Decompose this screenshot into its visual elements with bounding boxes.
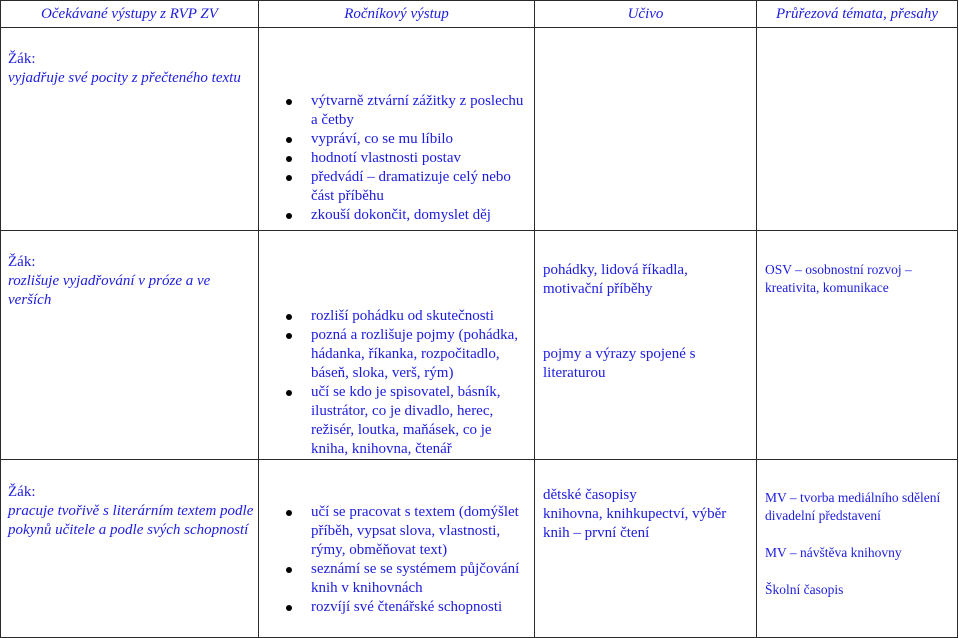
list-item: vypráví, co se mu líbilo (286, 130, 528, 149)
grade-outcome-cell (259, 28, 535, 231)
grade-outcome-cell (259, 460, 535, 638)
list-item: učí se kdo je spisovatel, básník, ilustrátor, co je divadlo, herec, režisér, loutka, maňásek, co je kniha, knihovna, čtenář (286, 383, 528, 459)
table-row (1, 231, 958, 460)
outcome-list (259, 28, 534, 225)
list-item: předvádí – dramatizuje celý nebo část příběhu (286, 168, 528, 206)
list-item: učí se pracovat s textem (domýšlet příběh, vypsat slova, vlastnosti, rýmy, obměňovat text) (286, 503, 528, 560)
content-line: pohádky, lidová říkadla, motivační příběhy (543, 262, 688, 297)
expected-outcome-cell (1, 28, 259, 231)
list-item: zkouší dokončit, domyslet děj (286, 206, 528, 225)
outcome-list (259, 231, 534, 459)
content-cell (535, 28, 757, 231)
content-line: dětské časopisy (543, 487, 637, 503)
outcome-list (259, 460, 534, 617)
crosscurricular-line: divadelní představení (765, 508, 881, 523)
content-cell (535, 460, 757, 638)
crosscurricular-cell (757, 460, 958, 638)
expected-outcome-cell (1, 460, 259, 638)
list-item: hodnotí vlastnosti postav (286, 149, 528, 168)
list-item: výtvarně ztvární zážitky z poslechu a četby (286, 92, 528, 130)
expected-outcome-text: rozlišuje vyjadřování v próze a ve verších (8, 273, 211, 308)
header-grade-outcomes: Ročníkový výstup (259, 1, 535, 28)
header-expected-outcomes: Očekávané výstupy z RVP ZV (1, 1, 259, 28)
expected-outcome-text: vyjadřuje své pocity z přečteného textu (8, 70, 241, 86)
grade-outcome-cell (259, 231, 535, 460)
crosscurricular-line: MV – návštěva knihovny (765, 545, 902, 560)
list-item: pozná a rozlišuje pojmy (pohádka, hádanka, říkanka, rozpočitadlo, báseň, sloka, verš, rým) (286, 326, 528, 383)
list-item: seznámí se se systémem půjčování knih v knihovnách (286, 560, 528, 598)
table-row (1, 28, 958, 231)
student-label: Žák: (8, 51, 36, 67)
crosscurricular-line: Školní časopis (765, 582, 844, 597)
header-row (1, 1, 958, 28)
student-label: Žák: (8, 484, 36, 500)
expected-outcome-cell (1, 231, 259, 460)
content-cell (535, 231, 757, 460)
crosscurricular-cell (757, 28, 958, 231)
expected-outcome-text: pracuje tvořivě s literárním textem podle pokynů učitele a podle svých schopností (8, 503, 254, 538)
list-item: rozvíjí své čtenářské schopnosti (286, 598, 528, 617)
header-crosscurricular: Průřezová témata, přesahy (757, 1, 958, 28)
list-item: rozliší pohádku od skutečnosti (286, 307, 528, 326)
header-content: Učivo (535, 1, 757, 28)
table-row (1, 460, 958, 638)
crosscurricular-cell (757, 231, 958, 460)
student-label: Žák: (8, 254, 36, 270)
crosscurricular-line: OSV – osobnostní rozvoj – kreativita, komunikace (765, 262, 912, 295)
content-line: knihovna, knihkupectví, výběr knih – první čtení (543, 506, 727, 541)
crosscurricular-line: MV – tvorba mediálního sdělení (765, 490, 941, 505)
content-line: pojmy a výrazy spojené s literaturou (543, 346, 696, 381)
